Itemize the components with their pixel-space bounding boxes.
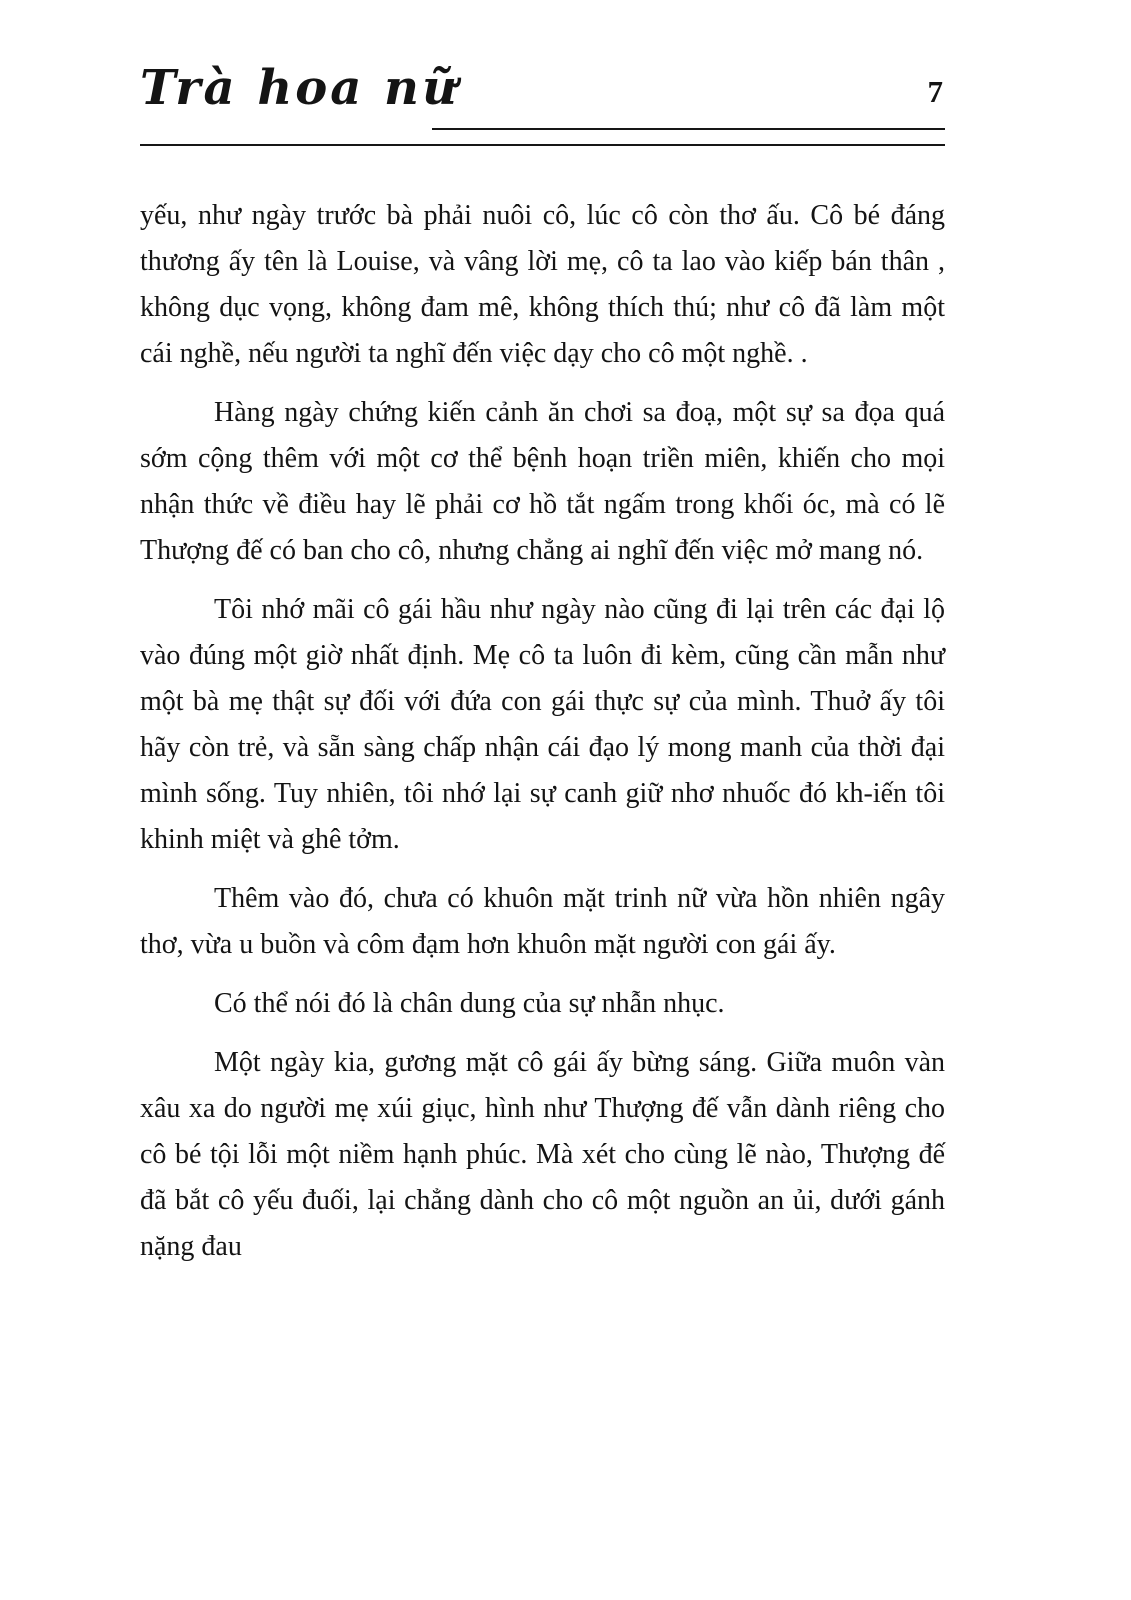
page-body bbox=[140, 193, 945, 1270]
paragraph: Có thể nói đó là chân dung của sự nhẫn nhục. bbox=[214, 988, 725, 1019]
paragraph: Hàng ngày chứng kiến cảnh ăn chơi sa đoạ, một sự sa đọa quá sớm cộng thêm với một cơ thể bệnh hoạn triền miên, khiến cho mọi nhận thức về điều hay lẽ phải cơ hồ tắt ngấm trong khối óc, mà có lẽ Thượng đế có ban cho cô, nhưng chẳng ai nghĩ đến việc mở mang nó. bbox=[140, 397, 945, 566]
header-rule-top bbox=[432, 128, 945, 130]
page-header bbox=[140, 60, 945, 146]
page-number: 7 bbox=[927, 74, 943, 109]
book-title: Trà hoa nữ bbox=[140, 60, 460, 116]
paragraph: Một ngày kia, gương mặt cô gái ấy bừng sáng. Giữa muôn vàn xâu xa do người mẹ xúi giục, hình như Thượng đế vẫn dành riêng cho cô bé tội lỗi một niềm hạnh phúc. Mà xét cho cùng lẽ nào, Thượng đế đã bắt cô yếu đuối, lại chẳng dành cho cô một nguồn an ủi, dưới gánh nặng đau bbox=[140, 1047, 945, 1262]
header-rule-bottom bbox=[140, 144, 945, 146]
paragraph: Tôi nhớ mãi cô gái hầu như ngày nào cũng đi lại trên các đại lộ vào đúng một giờ nhất định. Mẹ cô ta luôn đi kèm, cũng cần mẫn như một bà mẹ thật sự đối với đứa con gái thực sự của mình. Thuở ấy tôi hãy còn trẻ, và sẵn sàng chấp nhận cái đạo lý mong manh của thời đại mình sống. Tuy nhiên, tôi nhớ lại sự canh giữ nhơ nhuốc đó kh-iến tôi khinh miệt và ghê tởm. bbox=[140, 594, 945, 855]
paragraph: Thêm vào đó, chưa có khuôn mặt trinh nữ vừa hồn nhiên ngây thơ, vừa u buồn và côm đạm hơn khuôn mặt người con gái ấy. bbox=[140, 883, 945, 960]
paragraph-continuation: yếu, như ngày trước bà phải nuôi cô, lúc cô còn thơ ấu. Cô bé đáng thương ấy tên là Louise, và vâng lời mẹ, cô ta lao vào kiếp bán thân , không dục vọng, không đam mê, không thích thú; như cô đã làm một cái nghề, nếu người ta nghĩ đến việc dạy cho cô một nghề. . bbox=[140, 200, 945, 369]
